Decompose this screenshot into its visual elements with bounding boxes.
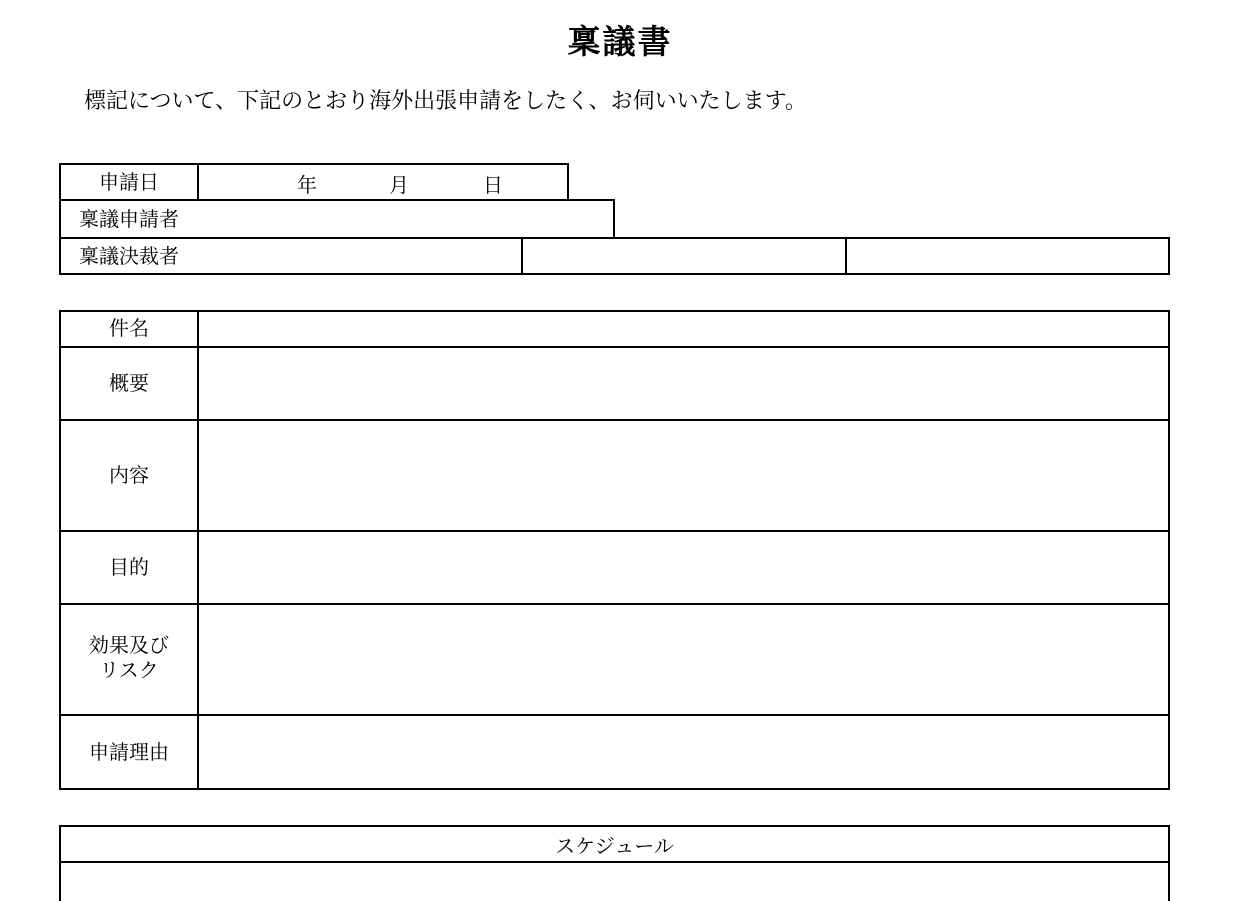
content-label: 内容 [109, 463, 149, 487]
approvers-label: 稟議決裁者 [79, 243, 179, 268]
applicant-label: 稟議申請者 [79, 206, 179, 231]
approver-field-3[interactable] [848, 239, 1167, 273]
divider [59, 603, 1170, 605]
purpose-field[interactable] [200, 533, 1167, 603]
approver-field-1[interactable] [200, 239, 520, 273]
effects-risks-label [59, 604, 199, 715]
schedule-field[interactable] [59, 861, 1170, 901]
subject-label: 件名 [109, 316, 149, 340]
effects-risks-label-line1: 効果及び [89, 632, 169, 657]
year-label: 年 [297, 173, 317, 197]
reason-label: 申請理由 [89, 740, 169, 764]
divider [59, 419, 1170, 421]
document-title: 稟議書 [567, 22, 673, 61]
purpose-label: 目的 [109, 555, 149, 579]
approver-field-2[interactable] [524, 239, 844, 273]
reason-field[interactable] [200, 717, 1167, 788]
content-field[interactable] [200, 422, 1167, 530]
divider [845, 237, 847, 275]
summary-label: 概要 [109, 371, 149, 395]
applicant-field[interactable] [200, 201, 612, 237]
divider [59, 346, 1170, 348]
divider [59, 530, 1170, 532]
effects-risks-label-line2: リスク [99, 657, 159, 682]
day-label: 日 [483, 173, 503, 197]
month-label: 月 [389, 173, 409, 197]
divider [59, 714, 1170, 716]
intro-text: 標記について、下記のとおり海外出張申請をしたく、お伺いいたします。 [84, 89, 807, 114]
application-date-field[interactable] [199, 165, 567, 199]
application-date-label: 申請日 [99, 169, 159, 194]
subject-field[interactable] [200, 312, 1167, 346]
divider [521, 237, 523, 275]
schedule-header: スケジュール [59, 825, 1170, 863]
summary-field[interactable] [200, 349, 1167, 419]
effects-risks-field[interactable] [200, 606, 1167, 714]
